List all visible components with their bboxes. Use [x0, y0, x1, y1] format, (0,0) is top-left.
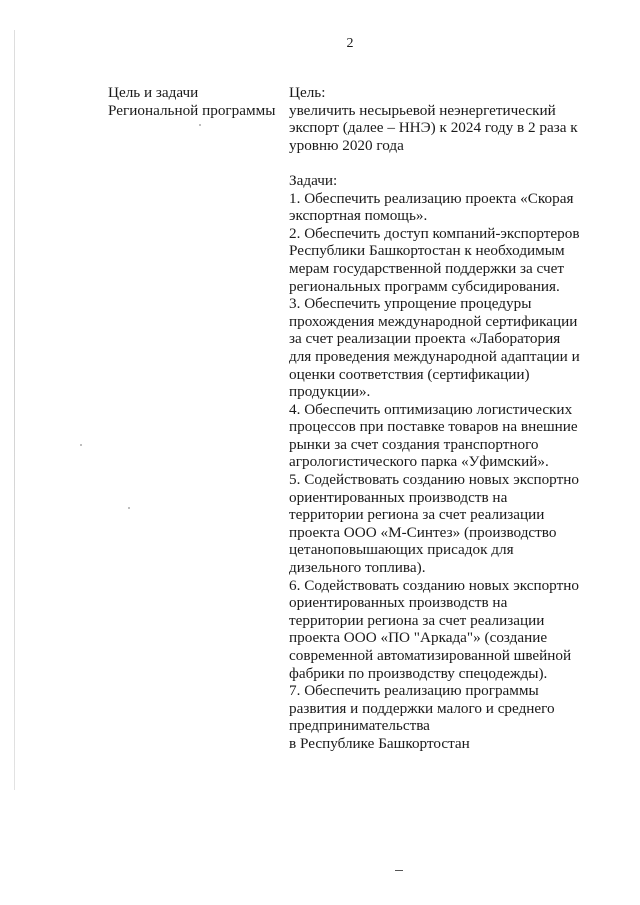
scan-speck — [199, 124, 201, 126]
task-line: территории региона за счет реализации — [289, 611, 545, 629]
scan-speck — [80, 444, 82, 446]
task-line: 6. Содействовать созданию новых экспортно — [289, 576, 579, 594]
task-line: процессов при поставке товаров на внешние — [289, 418, 578, 436]
section-content — [289, 84, 601, 753]
task-line: предпринимательства — [289, 717, 430, 735]
task-line: оценки соответствия (сертификации) — [289, 365, 530, 383]
scan-edge-line — [14, 30, 15, 790]
goal-line: уровню 2020 года — [289, 136, 404, 154]
task-line: дизельного топлива). — [289, 559, 426, 577]
task-line: 4. Обеспечить оптимизацию логистических — [289, 400, 573, 418]
task-line: 3. Обеспечить упрощение процедуры — [289, 295, 532, 313]
section-label — [108, 84, 288, 119]
task-line: рынки за счет создания транспортного — [289, 435, 539, 453]
task-line: современной автоматизированной швейной — [289, 647, 572, 664]
task-line: 1. Обеспечить реализацию проекта «Скорая — [289, 189, 574, 207]
goal-line: экспорт (далее – ННЭ) к 2024 году в 2 раза к — [289, 119, 578, 137]
task-line: проекта ООО «ПО "Аркада"» (создание — [289, 629, 548, 647]
task-line: продукции». — [289, 383, 371, 401]
task-line: за счет реализации проекта «Лаборатория — [289, 330, 561, 348]
task-line: для проведения международной адаптации и — [289, 347, 580, 365]
task-line: региональных программ субсидирования. — [289, 277, 560, 295]
task-line: территории региона за счет реализации — [289, 506, 545, 524]
task-line: прохождения международной сертификации — [289, 312, 578, 330]
task-line: цетаноповышающих присадок для — [289, 541, 514, 559]
tasks-heading: Задачи: — [289, 171, 338, 189]
task-line: 7. Обеспечить реализацию программы — [289, 682, 539, 700]
task-line: экспортная помощь». — [289, 207, 428, 225]
scan-mark — [395, 870, 403, 871]
tasks-list — [289, 190, 601, 753]
task-line: 5. Содействовать созданию новых экспортно — [289, 471, 579, 489]
task-line: в Республике Башкортостан — [289, 734, 470, 752]
scan-speck — [128, 507, 130, 509]
task-line: ориентированных производств на — [289, 594, 508, 612]
section-label-line: Региональной программы — [108, 101, 276, 119]
task-line: Республики Башкортостан к необходимым — [289, 242, 565, 260]
goal-line: увеличить несырьевой неэнергетический — [289, 101, 556, 119]
task-line: ориентированных производств на — [289, 488, 508, 506]
goal-heading: Цель: — [289, 84, 326, 101]
section-label-line: Цель и задачи — [108, 84, 199, 101]
task-line: фабрики по производству спецодежды). — [289, 664, 548, 682]
paragraph-gap — [289, 154, 601, 172]
task-line: мерам государственной поддержки за счет — [289, 259, 564, 277]
task-line: агрологистического парка «Уфимский». — [289, 453, 549, 471]
task-line: проекта ООО «М-Синтез» (производство — [289, 523, 557, 541]
page-number: 2 — [346, 36, 354, 51]
goal-text — [289, 102, 601, 155]
task-line: 2. Обеспечить доступ компаний-экспортеров — [289, 224, 580, 242]
task-line: развития и поддержки малого и среднего — [289, 699, 555, 717]
